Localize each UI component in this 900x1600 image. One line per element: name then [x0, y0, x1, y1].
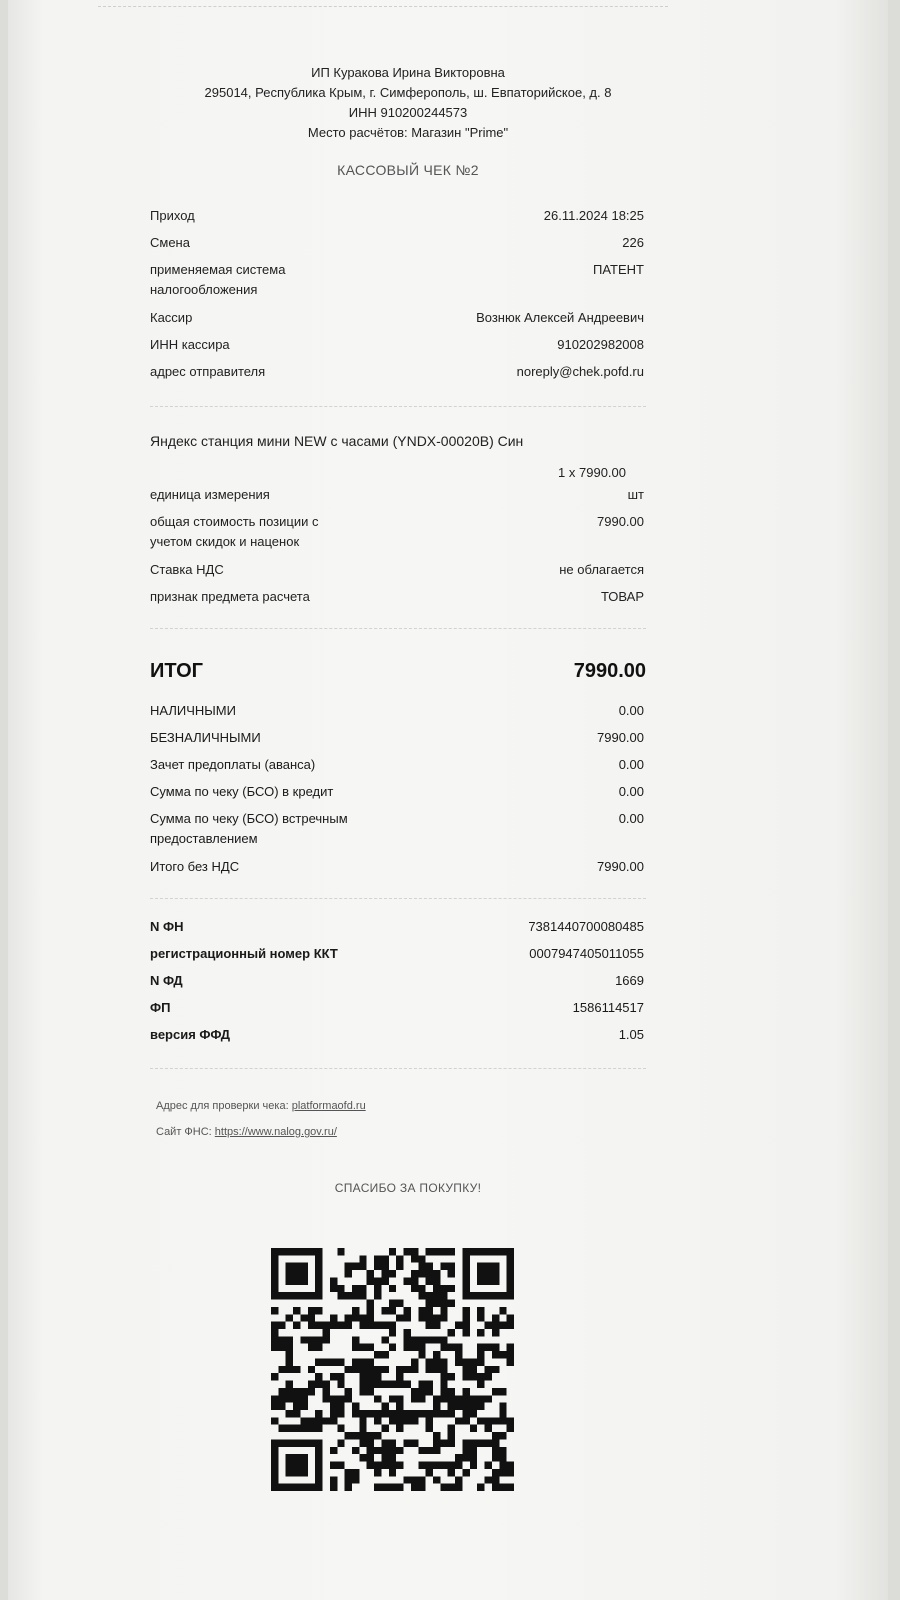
- payments-block: [150, 701, 644, 884]
- item-detail-row: [150, 485, 644, 512]
- qr-code: [271, 1248, 514, 1491]
- info-label: адрес отправителя: [150, 364, 266, 379]
- item-detail-label: общая стоимость позиции с учетом скидок и наценок: [150, 514, 319, 549]
- payment-label: Сумма по чеку (БСО) встречным предоставлением: [150, 811, 348, 846]
- item-detail-value: ТОВАР: [600, 589, 644, 604]
- fiscal-value: 7381440700080485: [528, 919, 644, 934]
- tear-line: [98, 6, 668, 7]
- item-details: [150, 485, 644, 614]
- info-value: Вознюк Алексей Андреевич: [476, 310, 644, 325]
- info-value: 226: [622, 235, 644, 250]
- payment-row: [150, 782, 644, 809]
- item-detail-row: [150, 512, 644, 560]
- payment-row: [150, 728, 644, 755]
- total-row: [150, 660, 646, 683]
- item-detail-label: признак предмета расчета: [150, 589, 310, 604]
- separator: [150, 898, 646, 899]
- place-of-settlement: Место расчётов: Магазин "Prime": [307, 125, 509, 140]
- fiscal-label: N ФН: [150, 919, 184, 934]
- fiscal-label: регистрационный номер ККТ: [150, 946, 338, 961]
- info-row-tax-system: [150, 260, 644, 308]
- info-row-operation: [150, 206, 644, 233]
- seller-header: [108, 63, 708, 143]
- separator: [150, 628, 646, 629]
- fiscal-label: N ФД: [150, 973, 183, 988]
- fns-site-link[interactable]: https://www.nalog.gov.ru/: [214, 1126, 337, 1138]
- info-row-sender: [150, 362, 644, 389]
- item-detail-value: не облагается: [559, 562, 644, 577]
- payment-value: 7990.00: [597, 859, 644, 874]
- info-label: Кассир: [150, 310, 193, 325]
- info-label: ИНН кассира: [150, 337, 230, 352]
- item-detail-label: единица измерения: [150, 487, 270, 502]
- item-detail-label: Ставка НДС: [150, 562, 224, 577]
- payment-value: 0.00: [618, 811, 644, 826]
- thanks-message: СПАСИБО ЗА ПОКУПКУ!: [334, 1181, 482, 1195]
- payment-value: 0.00: [618, 703, 644, 718]
- item-name: Яндекс станция мини NEW с часами (YNDX-00020B) Син: [150, 433, 524, 449]
- fiscal-value: 1.05: [618, 1027, 644, 1042]
- check-address-line: [156, 1093, 366, 1119]
- separator: [150, 1068, 646, 1069]
- payment-row: [150, 701, 644, 728]
- item-detail-row: [150, 587, 644, 614]
- payment-label: Сумма по чеку (БСО) в кредит: [150, 784, 334, 799]
- receipt-title: КАССОВЫЙ ЧЕК №2: [337, 162, 479, 178]
- payment-value: 0.00: [618, 757, 644, 772]
- fns-site-line: [156, 1119, 366, 1145]
- info-row-cashier-inn: [150, 335, 644, 362]
- fiscal-label: ФП: [150, 1000, 171, 1015]
- fiscal-row: [150, 1025, 644, 1052]
- payment-row: [150, 755, 644, 782]
- item-detail-value: шт: [627, 487, 644, 502]
- seller-name: ИП Куракова Ирина Викторовна: [311, 65, 505, 80]
- item-detail-row: [150, 560, 644, 587]
- total-value: 7990.00: [573, 660, 646, 682]
- payment-label: БЕЗНАЛИЧНЫМИ: [150, 730, 261, 745]
- item-detail-value: 7990.00: [597, 514, 644, 529]
- payment-row: [150, 809, 644, 857]
- payment-label: НАЛИЧНЫМИ: [150, 703, 236, 718]
- total-label: ИТОГ: [150, 660, 203, 682]
- fiscal-row: [150, 971, 644, 998]
- check-address-link[interactable]: platformaofd.ru: [291, 1100, 366, 1112]
- payment-value: 0.00: [618, 784, 644, 799]
- payment-value: 7990.00: [597, 730, 644, 745]
- info-label: Приход: [150, 208, 195, 223]
- seller-inn: ИНН 910200244573: [348, 105, 468, 120]
- fiscal-row: [150, 998, 644, 1025]
- info-value: ПАТЕНТ: [593, 262, 644, 277]
- fiscal-row: [150, 944, 644, 971]
- info-label: Смена: [150, 235, 190, 250]
- info-value: 910202982008: [557, 337, 644, 352]
- fiscal-value: 0007947405011055: [529, 946, 644, 961]
- check-address-label: Адрес для проверки чека:: [156, 1100, 289, 1112]
- info-row-shift: [150, 233, 644, 260]
- fiscal-block: [150, 917, 644, 1052]
- fns-site-label: Сайт ФНС:: [156, 1126, 212, 1138]
- payment-label: Итого без НДС: [150, 859, 240, 874]
- payment-label: Зачет предоплаты (аванса): [150, 757, 316, 772]
- fiscal-row: [150, 917, 644, 944]
- seller-address: 295014, Республика Крым, г. Симферополь, ш. Евпаторийское, д. 8: [204, 85, 612, 100]
- payment-row: [150, 857, 644, 884]
- info-value: noreply@chek.pofd.ru: [516, 364, 644, 379]
- fiscal-label: версия ФФД: [150, 1027, 231, 1042]
- fiscal-value: 1669: [615, 973, 644, 988]
- receipt-paper: [8, 0, 888, 1600]
- links-block: [156, 1093, 366, 1145]
- info-label: применяемая система налогообложения: [150, 262, 286, 297]
- info-block: [150, 206, 644, 389]
- fiscal-value: 1586114517: [572, 1000, 644, 1015]
- info-value: 26.11.2024 18:25: [543, 208, 644, 223]
- item-qty-price: 1 х 7990.00: [558, 465, 626, 480]
- separator: [150, 406, 646, 407]
- info-row-cashier: [150, 308, 644, 335]
